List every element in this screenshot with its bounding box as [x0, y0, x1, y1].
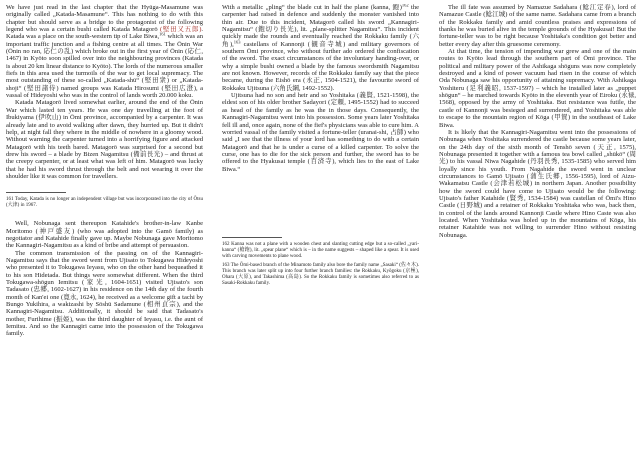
paragraph: Well, Nobunaga sent thereupon Katahide's brother-in-law Kanbe Moritomo (神戸盛友) (who was adopted into the Gamō family) as negotiator and Katahide finally gave up. Maybe Nobunaga gave Moritomo the Kannagiri-Nagamitsu as a kind of bribe and attempt of persuasion.	[6, 220, 203, 250]
paragraph: Katada Matagorō lived somewhat earlier, around the end of the Ōnin War which lasted ten years. He was one day travelling at the foot of Ibukiyama (伊吹山) in Ōmi province, accompanied by a carpenter. It was already late and to avoid walking after dawn, they hurried up. But it didn't help, at night fall they where in the middle of nowhere in a gloomy wood. Without warning the carpenter turned into a horrifying figure and attacked Matagorō with his teeth bared. Matagorō was surprised for a second but drew his sword – a blade by Bizen Nagamitsu (備前長光) – and thrust at the creepy carpenter, or at least what was left of him. Matagorō was lucky that he had his sword thrust through the belt and not wearing it over the shoulder like it was common for travellers.	[6, 99, 203, 180]
footnote-divider	[6, 192, 66, 193]
paragraph: It is likely that the Kannagiri-Nagamitsu went into the possessions of Nobunaga when Yoshitaka surrendered the castle because some years later, on the 24th day of the sixth month of Tenshō seven (天正, 1575), Nobunaga presented it together with a famous tea bowl called „shūkō“ (周光) to his vassal Niwa Nagahide (丹羽長秀, 1535-1585) who served him loyally since his youth. From Nagahide the sword went in unclear circumstances to Gamō Ujisato (蒲生氏郷, 1556-1595), lord of Aizu-Wakamatsu Castle (会津若松城) in northern Japan. Another possibility how the sword could have come to Ujisato would be the following: Ujisato's father Katahide (賢秀, 1534-1584) was castellan of Ōmi's Hino Castle (日野城) and a retainer of Rokkaku Yoshitaka who was, back then, in control of the lands around Kannonji Castle where Hino Caste was also located. When Yoshitaka was holed up in the mountains of Kōga, his retainer Katahide was not willing to surrender Hino without resisting Nobunaga.	[439, 128, 636, 239]
footnote-ref: 163	[233, 39, 241, 45]
footnote-ref: 162	[401, 4, 409, 8]
paragraph: We have just read in the last chapter that the Hyūga-Masamune was originally called „Katada-Masamune“. This has nothing to do with this chapter but should serve as a bridge to the protagonist of the following legend who was a certain bushi called Katada Matagorō (堅田又五郎). Katada was a place on the south-western tip of Lake Biwa,$^{161}$ which was an important traffic junction and a fishing centre at all times. The Ōnin War (Ōnin no ran, 応仁の乱) which broke out in the first year of Ōnin (応仁, 1467) in Kyōto soon spilled over into the neighbouring provinces (Katada is about 20 km linear distance to Kyōto). The lords of the numerous smaller fiefs in this area used the turmoils of the war to get local supremacy. The most outstanding of these so-called „Katada-shū“ (堅田衆) or „Katada-shoji“ (堅田諸侍) named groups was Katada Hirosumi (堅田広澄), a vassal of Hideyoshi who was in the control of lands worth 20.000 koku.	[6, 4, 203, 100]
paragraph: At that time, the tension of impending war grew and one of the main routes to Kyōto lead through the southern part of Ōmi province. The political and military power of the Ashikaga shōguns was now completely destroyed and a kind of power vacuum had risen in the course of which Oda Nobunaga saw his opportunity of attaining supremacy. With Ashikaga Yoshiteru (足利義昭, 1537-1597) – which he installed later as „puppet shōgun“ – he marched towards Kyōto in the eleventh year of Eiroku (永禄, 1568), opposed by the army of Yoshitaka. But resistance was futile, the castle of Kannonji was besieged and surrendered, and Yoshitaka was able to escape to the mountain region of Kōga (甲賀) in the southeast of Lake Biwa.	[439, 48, 636, 129]
paragraph: With a metallic „pling“ the blade cut in half the plane (kanna, 鉋)$^{162}$ the carpenter had raised in defence and suddenly the monster vanished into thin air. Due to this incident, Matagorō called his sword „Kannagiri-Nagamitsu“ (鉋切り長光), lit. „plane-splitter Nagamitsu“. This incident quickly made the rounds and eventually reached the Rokkaku family (六角),$^{163}$ castellans of Kannonji (観音寺城) and military governors of southern Ōmi province, who without further ado ordered the confiscation of the sword. The exact circumstances of the involuntary handing-over, or why a simple bushi owned a blade by the famous swordsmith Nagamitsu are not known. However, records of the Rokkaku family say that the piece became, during the Eishō era (永正, 1504-1521), the favourite sword of Rokkaku Ujitsuna (六角氏綱, 1492-1552).	[222, 4, 419, 92]
left-column	[6, 4, 203, 456]
highlighted-kanji: (堅田又五郎)	[159, 26, 202, 34]
footnote-ref: 161	[159, 31, 166, 37]
footnote-divider	[222, 237, 282, 238]
paragraph: The ill fate was assumed by Namazue Sadahara (鯰江定春), lord of Namazue Castle (鯰江城) of the same name. Sadahara came from a branch of the Rokkaku family and amid countless praises and expressions of thanks he was buried alive in the temple grounds of the Hyakusai! But the fortune-teller was to be right because Yoshitaka's condition got better and better every day after this gruesome ceremony.	[439, 4, 636, 48]
footnote: 163 The Ōmi-based branch of the Minamoto family also bore the family name „Sasaki“ (佐々木). This branch was later split up into four further branch families: the Rokkaku, Kyōgoku (京極), Ohara (大原), and Takashima (高島). So the Rokkaku family is sometimes also referred to as Sasaki-Rokkaku family.	[222, 262, 419, 286]
footnote: 162 Kanna was not a plane with a wooden chest and slanting cutting edge but a so-called „yari-kanna“ (槍鉋), lit. „spear plane“ which is – in the name suggests – shaped like a spear. It is used with carving movements to plane wood.	[222, 241, 419, 259]
middle-column	[222, 4, 419, 456]
paragraph: Ujitsuna had no son and heir and so Yoshitaka (義賢, 1521-1598), the eldest son of his older brother Sadayori (定頼, 1495-1552) had to succeed as head of the family as he was the in those days. Consequently, the Kannagiri-Nagamitsu went into his possession. Some years later Yoshitaka fell ill and, once again, none of the fief's physicians was able to cure him. A worried vassal of the family visited a fortune-teller (uranai-shi, 占師) who said „I see that the illness of your lord has something to do with a certain Matagorō and that he is under a curse of a killed carpenter. To solve the curse, one has to die for the sick person and further, the sword has to be offered to the Hyakusai temple (百済寺), which lies to the east of Lake Biwa.“	[222, 92, 419, 173]
paragraph: The common transmission of the passing on of the Kannagiri-Nagamitsu says that the sword went from Ujisato to Tokugawa Hideyoshi who presented it to Tokugawa Ieyasu, who on the other hand bequeathed it to his son Hidetada. But things were somewhat different. When the third Tokugawa-shōgun Iemitsu (家光, 1604-1651) visited Ujisato's son Tadasato (忠郷, 1602-1627) in his residence on the 14th day of the fourth month of Kan'ei one (寛永, 1624), he received as a welcome gift a tachi by Bungo Yukihira, a wakizashi by Sōshū Sadamune (相州貞宗), and the Kannagiri-Nagamitsu. Additionally, it should be said that Tadasato's mother, Furihime (振姫), was the third daughter of Ieyasu, i.e. the aunt of Iemitsu. And so the Kannagiri came into the possession of the Tokugawa family.	[6, 249, 203, 338]
footnote: 161 Today, Katada is no longer an independent village but was incorporated into the city of Ōtsu (大津) in 1967.	[6, 197, 203, 209]
right-column	[439, 4, 636, 456]
